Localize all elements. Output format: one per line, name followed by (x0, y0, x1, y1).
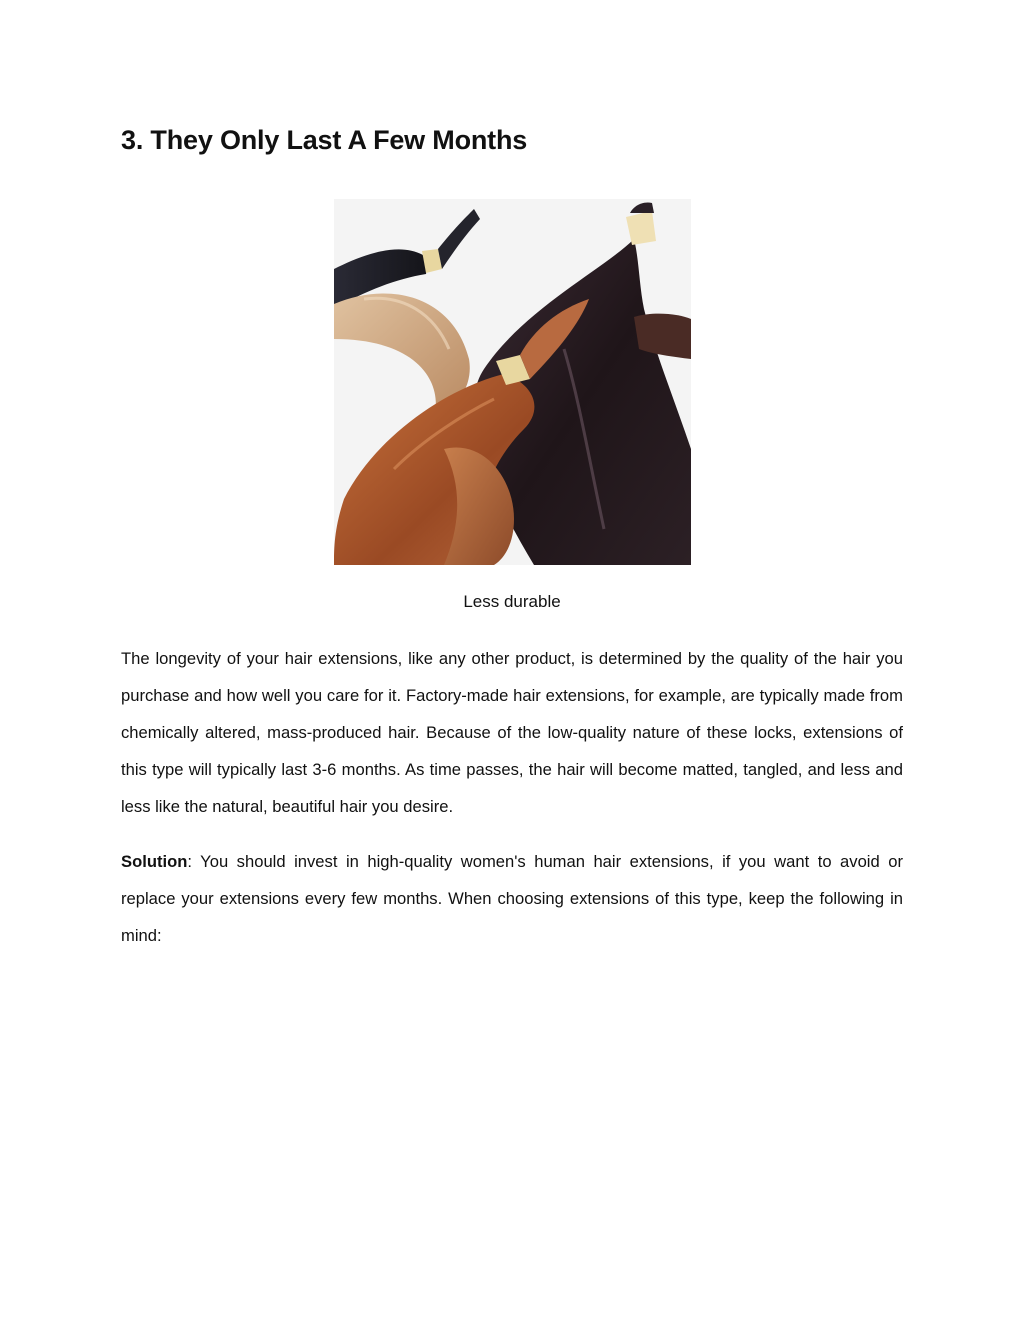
hair-extensions-illustration (334, 199, 691, 565)
solution-paragraph (121, 843, 903, 954)
figure-caption: Less durable (463, 592, 561, 611)
section-heading: 3. They Only Last A Few Months (121, 125, 528, 155)
longevity-paragraph: The longevity of your hair extensions, like any other product, is determined by the quality of the hair you purchase and how well you care for it. Factory-made hair extensions, for example, are typically made from chemically altered, mass-produced hair. Because of the low-quality nature of these locks, extensions of this type will typically last 3-6 months. As time passes, the hair will become matted, tangled, and less and less like the natural, beautiful hair you desire. (121, 649, 903, 816)
solution-label: Solution (121, 852, 188, 871)
solution-text: : You should invest in high-quality women's human hair extensions, if you want to avoid or replace your extensions every few months. When choosing extensions of this type, keep the following in mind: (121, 852, 903, 945)
hair-extensions-photo (334, 199, 691, 565)
